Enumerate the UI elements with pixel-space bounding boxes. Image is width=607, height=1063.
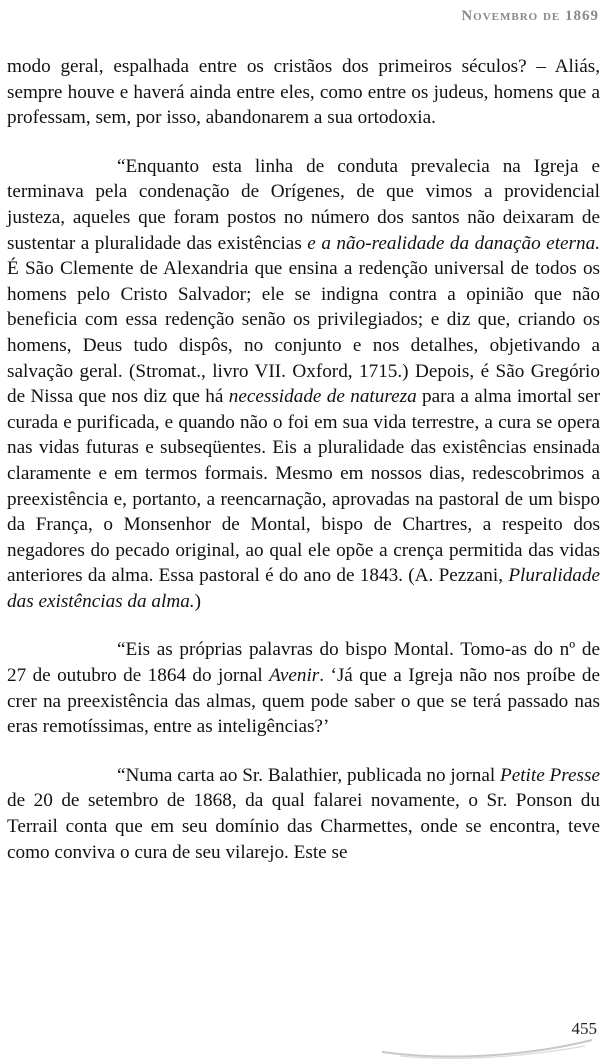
paragraph-4-run-1: “Numa carta ao Sr. Balathier, publicada no jornal bbox=[117, 764, 500, 786]
running-header: Novembro de 1869 bbox=[461, 8, 599, 24]
paragraph-1 bbox=[7, 54, 600, 131]
paragraph-1-run-1: modo geral, espalhada entre os cristãos dos primeiros séculos? – Aliás, sempre houve e haverá ainda entre eles, como entre os judeus, homens que a professam, sem, por isso, abandonarem a sua ortodoxia. bbox=[7, 56, 600, 129]
paragraph-2-run-2: e a não-realidade da danação eterna. bbox=[307, 232, 600, 254]
paragraph-2-run-3: É São Clemente de Alexandria que ensina a redenção universal de todos os homens pelo Cristo Salvador; ele se indigna contra a opinião que não beneficia com essa redenção senão os privilegiados; e diz que, criando os homens, Deus tudo dispôs, no conjunto e nos detalhes, objetivando a salvação geral. (Stromat., livro VII. Oxford, 1715.) Depois, é São Gregório de Nissa que nos diz que há bbox=[7, 258, 600, 408]
paragraph-2-run-7: ) bbox=[194, 590, 201, 612]
page-body bbox=[7, 54, 600, 888]
paragraph-3-run-3: . ‘Já que a Igreja não nos proíbe de crer na preexistência das almas, quem pode saber o que se terá passado nas eras remotíssimas, entre as inteligências?’ bbox=[7, 665, 600, 738]
page-number: 455 bbox=[571, 1019, 597, 1038]
paragraph-3-run-1: “Eis as próprias palavras do bispo Montal. Tomo-as do nº de 27 de outubro de 1864 do jornal bbox=[7, 639, 600, 687]
paragraph-2-run-6: Pluralidade das existências da alma. bbox=[7, 565, 600, 612]
paragraph-3 bbox=[7, 637, 600, 739]
paragraph-2-run-4: necessidade de natureza bbox=[228, 386, 417, 408]
paragraph-3-run-2: Avenir bbox=[269, 665, 320, 687]
paragraph-2-run-1: “Enquanto esta linha de conduta prevalecia na Igreja e terminava pela condenação de Orígenes, de que vimos a providencial justeza, aqueles que foram postos no número dos santos não deixaram de sustentar a pluralidade das existências bbox=[7, 155, 600, 254]
footer-decoration bbox=[380, 1030, 595, 1060]
paragraph-4-run-2: Petite Presse bbox=[499, 764, 600, 786]
paragraph-2-run-5: para a alma imortal ser curada e purificada, e quando não o foi em sua vida terrestre, a cura se opera nas vidas futuras e subseqüentes. Eis a pluralidade das existências ensinada claramente e em termos formais. Mesmo em nossos dias, redescobrimos a preexistência e, portanto, a reencarnação, aprovadas na pastoral de um bispo da França, o Monsenhor de Montal, bispo de Chartres, a respeito dos negadores do pecado original, ao qual ele opõe a crença permitida das vidas anteriores da alma. Essa pastoral é do ano de 1843. (A. Pezzani, bbox=[7, 386, 600, 587]
paragraph-4-run-3: de 20 de setembro de 1868, da qual falarei novamente, o Sr. Ponson du Terrail conta que em seu domínio das Charmettes, onde se encontra, teve como conviva o cura de seu vilarejo. Este se bbox=[7, 790, 600, 863]
paragraph-2 bbox=[7, 154, 600, 615]
paragraph-4 bbox=[7, 763, 600, 865]
